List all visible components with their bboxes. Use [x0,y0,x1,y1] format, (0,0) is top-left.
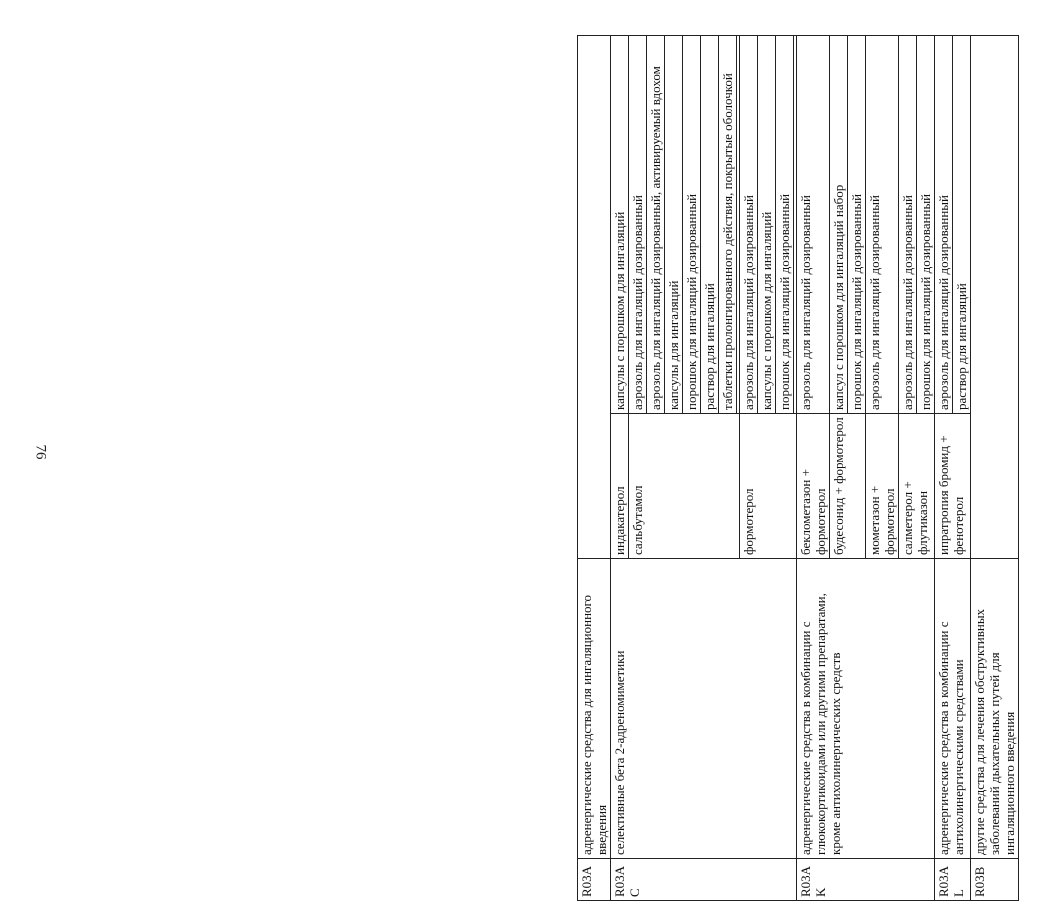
table-body [578,36,1019,901]
table-cell: аэрозоль для ингаляций дозированный [935,36,953,414]
table-cell: капсулы для ингаляций [665,36,683,414]
table-cell: порошок для ингаляций дозированный [776,36,794,414]
table-cell: R03A [578,859,611,901]
table-cell: R03B [971,859,1019,901]
table-row [578,36,611,901]
table-cell: аэрозоль для ингаляций дозированный, активируемый вдохом [647,36,665,414]
table-cell: капсулы с порошком для ингаляций [758,36,776,414]
table-cell: раствор для ингаляций [953,36,971,414]
table-cell: аэрозоль для ингаляций дозированный [866,36,899,414]
table-cell: капсулы с порошком для ингаляций [611,36,629,414]
table-cell: порошок для ингаляций дозированный [848,36,866,414]
table-cell: аэрозоль для ингаляций дозированный [899,36,917,414]
table-cell: другие средства для лечения обструктивных заболеваний дыхательных путей для ингаляционного введения [971,559,1019,859]
table-cell: таблетки пролонгированного действия, покрытые оболочкой [719,36,737,414]
table-cell: аэрозоль для ингаляций дозированный [629,36,647,414]
table-row [611,36,629,901]
table-cell: сальбутамол [629,414,740,559]
table-cell: R03AC [611,859,797,901]
table-cell: раствор для ингаляций [701,36,719,414]
table-cell: формотерол [740,414,797,559]
table-cell: капсул с порошком для ингаляций набор [830,36,848,414]
table-cell: порошок для ингаляций дозированный [683,36,701,414]
table-cell: будесонид + формотерол [830,414,866,559]
table-cell: салметерол + флутиказон [899,414,935,559]
table-cell: R03AL [935,859,971,901]
drug-classification-table [577,35,1019,901]
rotated-table-container [577,36,1057,901]
table-cell: адренергические средства в комбинации с антихолинергическими средствами [935,559,971,859]
table-cell: беклометазон + формотерол [797,414,830,559]
table-cell: селективные бета 2-адреномиметики [611,559,797,859]
table-cell: адренергические средства в комбинации с глюкокортикоидами или другими препаратами, кроме антихолинергических средств [797,559,935,859]
table-row [935,36,953,901]
table-row [797,36,830,901]
table-cell: аэрозоль для ингаляций дозированный [740,36,758,414]
table-cell: мометазон + формотерол [866,414,899,559]
table-cell: порошок для ингаляций дозированный [917,36,935,414]
table-row [971,36,1019,901]
table-cell [971,36,1019,559]
table-cell: аэрозоль для ингаляций дозированный [797,36,830,414]
table-cell: индакатерол [611,414,629,559]
table-cell: адренергические средства для ингаляционного введения [578,559,611,859]
table-cell [578,36,611,559]
table-cell: R03AK [797,859,935,901]
page-number: 76 [32,444,49,460]
table-cell: ипратропия бромид + фенотерол [935,414,971,559]
